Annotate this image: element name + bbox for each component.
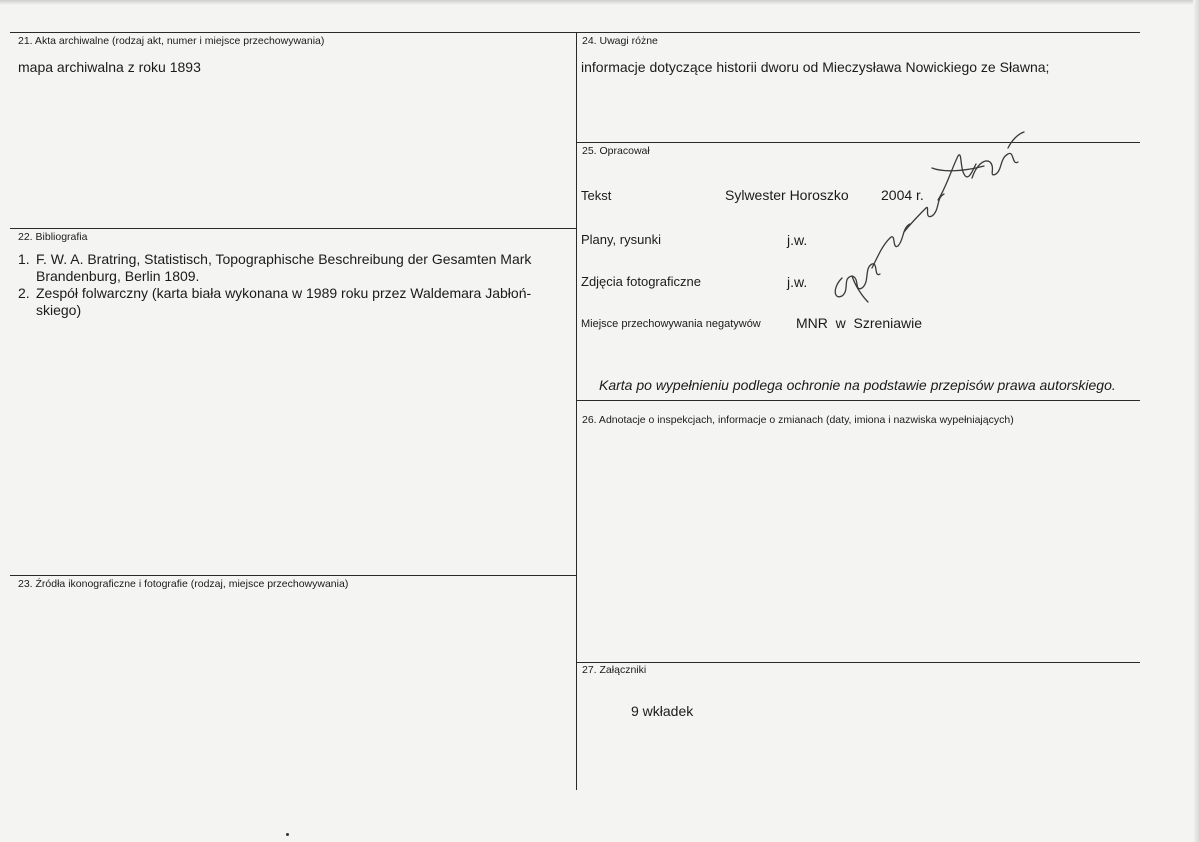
plany-value: j.w. — [787, 232, 808, 248]
rule-27 — [576, 662, 1140, 663]
top-rule — [10, 32, 1140, 33]
zdjecia-label: Zdjęcia fotograficzne — [581, 274, 701, 289]
section-21-label: 21. Akta archiwalne (rodzaj akt, numer i miejsce przechowywania) — [18, 35, 325, 47]
bibliography-item-number: 1. — [18, 251, 30, 267]
rule-22 — [10, 228, 576, 229]
tekst-year: 2004 r. — [881, 187, 924, 203]
plany-label: Plany, rysunki — [581, 232, 661, 247]
section-24-content: informacje dotyczące historii dworu od Mieczysława Nowickiego ze Sławna; — [581, 59, 1050, 75]
bibliography-list — [18, 251, 566, 319]
negatywy-label: Miejsce przechowywania negatywów — [581, 318, 761, 330]
rule-23 — [10, 575, 576, 576]
zdjecia-value: j.w. — [787, 274, 808, 290]
section-27-label: 27. Załączniki — [582, 664, 647, 676]
scan-speck — [286, 833, 289, 836]
copyright-notice: Karta po wypełnieniu podlega ochronie na podstawie przepisów prawa autorskiego. — [599, 377, 1116, 393]
scan-edge-top — [0, 0, 1199, 5]
section-24-label: 24. Uwagi różne — [582, 35, 658, 47]
bibliography-item-text: F. W. A. Bratring, Statistisch, Topographische Beschreibung der Gesamten Mark Brandenburg, Berlin 1809. — [36, 251, 532, 284]
rule-26 — [576, 400, 1140, 401]
tekst-label: Tekst — [581, 188, 612, 203]
bibliography-item — [18, 285, 566, 319]
section-23-label: 23. Źródła ikonograficzne i fotografie (rodzaj, miejsce przechowywania) — [18, 578, 349, 590]
tekst-author: Sylwester Horoszko — [725, 187, 849, 203]
signature — [812, 128, 1032, 308]
section-22-label: 22. Bibliografia — [18, 231, 88, 243]
bibliography-item-number: 2. — [18, 285, 30, 301]
center-divider — [576, 32, 577, 790]
section-25-label: 25. Opracował — [582, 145, 650, 157]
negatywy-value: MNR w Szreniawie — [796, 315, 923, 331]
section-21-content: mapa archiwalna z roku 1893 — [18, 59, 201, 75]
bibliography-item — [18, 251, 566, 285]
scan-edge-right — [1193, 0, 1199, 842]
section-27-content: 9 wkładek — [631, 703, 694, 719]
bibliography-item-text: Zespół folwarczny (karta biała wykonana w 1989 roku przez Waldemara Jabłoń-skiego) — [36, 285, 532, 318]
section-26-label: 26. Adnotacje o inspekcjach, informacje o zmianach (daty, imiona i nazwiska wypełniających) — [582, 414, 1014, 426]
